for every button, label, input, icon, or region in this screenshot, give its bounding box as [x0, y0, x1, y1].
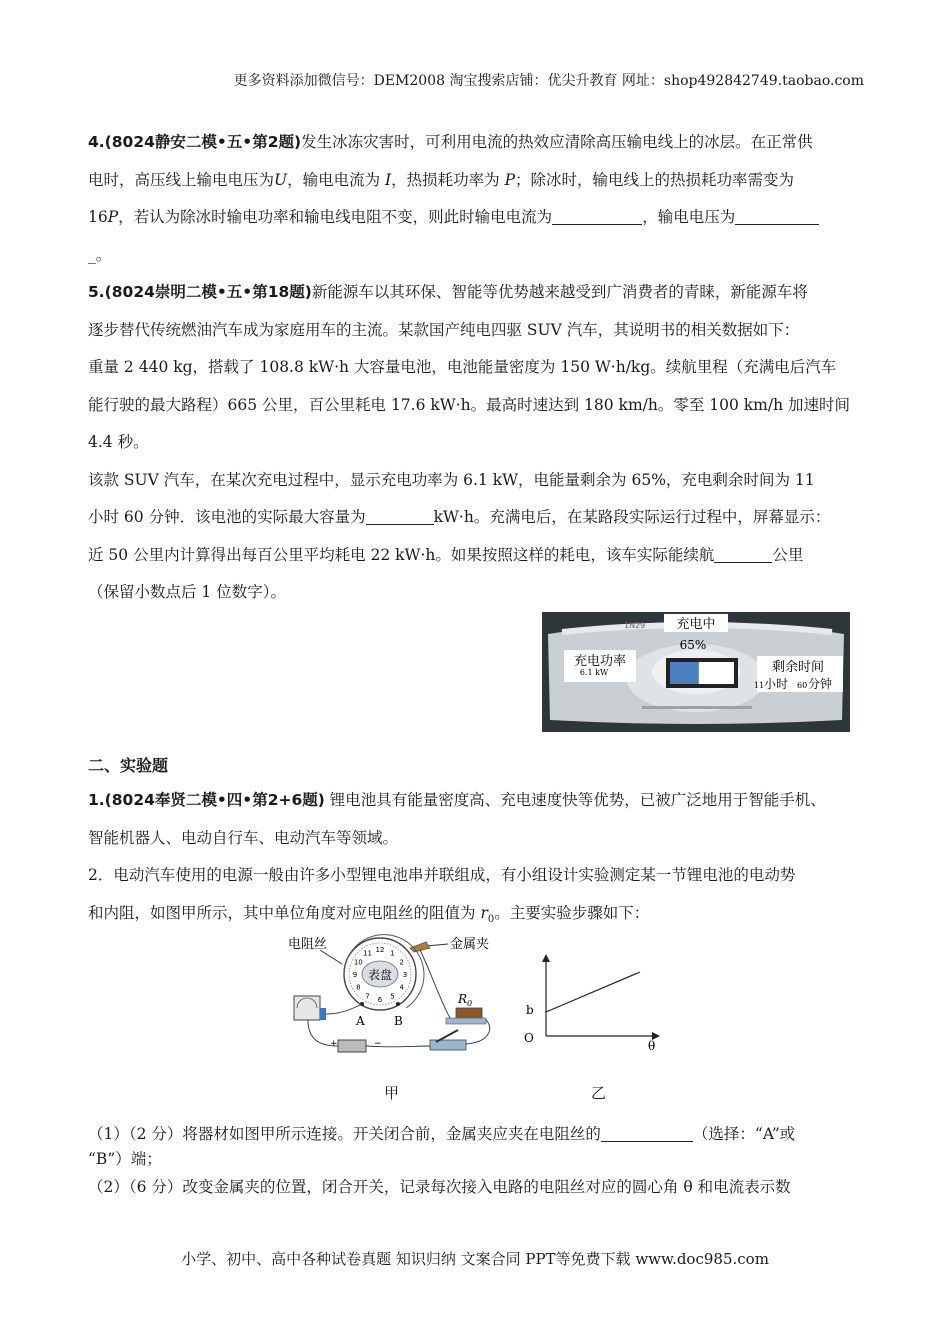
minus-sign: −: [374, 1039, 382, 1049]
q4-text: ；除冰时，输电线上的热损耗功率需变为: [515, 170, 795, 189]
section-title: 二、实验题: [88, 756, 169, 775]
q4-line-3: [88, 199, 864, 237]
theta-label: θ: [648, 1039, 656, 1053]
wire: [326, 1004, 362, 1014]
var-I: I: [385, 170, 392, 189]
dial-number: 7: [365, 992, 370, 1001]
var-P: P: [504, 170, 516, 189]
switch-base: [430, 1040, 466, 1050]
answer-blank-clip-end[interactable]: [601, 1123, 693, 1142]
resistor-r0: [456, 1008, 482, 1018]
q1-text: 。主要实验步骤如下：: [494, 903, 650, 922]
graph-line: [546, 972, 640, 1012]
dial-number: 1: [390, 949, 395, 958]
exp-line-3: 2．电动汽车使用的电源一般由许多小型锂电池串并联组成，有小组设计实验测定某一节锂电池的电动势: [88, 866, 796, 884]
plus-sign: +: [330, 1039, 338, 1049]
dial-number: 12: [375, 946, 385, 954]
answer-blank-range[interactable]: [714, 544, 772, 563]
var-P: P: [107, 208, 119, 226]
q1-text: （选择：“A”或: [692, 1125, 796, 1143]
q4-line-1: [88, 124, 864, 162]
q4-text: 电时，高压线上输电电压为: [88, 170, 275, 189]
dial-number: 4: [399, 983, 404, 992]
answer-blank-voltage[interactable]: [735, 206, 819, 225]
q4-text: ，输电电流为: [287, 170, 386, 189]
sub-questions: [88, 1122, 868, 1200]
resistor-base: [446, 1018, 486, 1024]
q4-text: ，输电电压为: [642, 208, 736, 226]
q5-line-5: 4.4 秒。: [88, 433, 149, 451]
leader-line: [426, 944, 448, 946]
q5-line-2: 逐步替代传统燃油汽车成为家庭用车的主流。某款国产纯电四驱 SUV 汽车，其说明书的相关数据如下：: [88, 320, 800, 339]
q5-text: kW·h。充满电后，在某路段实际运行过程中，屏幕显示：: [433, 508, 831, 526]
terminal-b-label: B: [394, 1014, 403, 1028]
q5-line-6: 该款 SUV 汽车，在某次充电过程中，显示充电功率为 6.1 kW，电能量剩余为 65%，充电剩余时间为 11: [88, 470, 815, 489]
remaining-minutes: 60: [797, 681, 808, 690]
q5-line-7: [88, 499, 864, 537]
q5-line-4: 能行驶的最大路程）665 公里，百公里耗电 17.6 kW·h。最高时速达到 180 km/h。零至 100 km/h 加速时间: [88, 395, 851, 414]
power-value: 6.1 kW: [579, 668, 609, 677]
wire: [420, 950, 450, 1018]
dial-number: 3: [402, 971, 408, 979]
remaining-label: 剩余时间: [771, 660, 825, 675]
figure-caption-jia: 甲: [384, 1084, 400, 1102]
charging-status: 充电中: [676, 617, 716, 632]
charge-percent: 65%: [679, 638, 707, 652]
var-r: r: [480, 903, 488, 922]
q5-heading: 5.(8024崇明二模•五•第18题): [88, 283, 312, 301]
q5-text: 新能源车以其环保、智能等优势越来越受到广消费者的青睐，新能源车将: [311, 283, 808, 301]
q4-heading: 4.(8024静安二模•五•第2题): [88, 133, 302, 151]
terminal-a-label: A: [356, 1014, 365, 1028]
dial-number: 2: [399, 958, 404, 967]
dial-number: 6: [377, 996, 383, 1004]
q4-text: ，热损耗功率为: [391, 170, 505, 189]
wire: [366, 1046, 430, 1047]
q4-text: 发生冰冻灾害时，可利用电流的热效应清除高压输电线上的冰层。在正常供: [301, 133, 813, 151]
q4-text: 16: [88, 208, 108, 226]
dial-number: 11: [363, 949, 372, 958]
power-label: 充电功率: [573, 654, 627, 669]
dial-label: 表盘: [367, 968, 393, 982]
q4-line-2: [88, 162, 864, 200]
dial-number: 5: [390, 992, 395, 1001]
dial-number: 10: [353, 958, 363, 967]
sub-question-1: [88, 1122, 868, 1147]
answer-blank-capacity[interactable]: [366, 506, 434, 525]
clip-label: 金属夹: [450, 937, 490, 952]
page-footer: 小学、初中、高中各种试卷真题 知识归纳 文案合同 PPT等免费下载 www.doc985.com: [181, 1250, 769, 1268]
q5-line-9: （保留小数点后 1 位数字）。: [88, 583, 286, 601]
y-axis-arrow: [542, 954, 550, 962]
graph-figure: [520, 952, 665, 1062]
origin-label: O: [524, 1031, 534, 1045]
content: [88, 124, 864, 612]
ammeter: [294, 996, 320, 1020]
q1-heading: 1.(8024奉贤二模•四•第2+6题): [88, 791, 325, 809]
clock-readout: 1N29: [624, 621, 646, 630]
dial-number: 9: [352, 971, 358, 979]
battery-fill: [670, 662, 699, 684]
figure-caption-yi: 乙: [591, 1084, 607, 1102]
var-U: U: [274, 170, 288, 189]
exp-line-2: 智能机器人、电动自行车、电动汽车等领域。: [88, 828, 399, 847]
terminal-b: [396, 1002, 400, 1006]
q5-text: 公里: [772, 545, 804, 564]
q1-text: 锂电池具有能量密度高、充电速度快等优势，已被广泛地用于智能手机、: [324, 791, 826, 809]
var-subscript: 0: [487, 913, 495, 925]
experiment-section: [88, 782, 864, 932]
hours-unit: 小时: [764, 677, 789, 691]
q5-text: 近 50 公里内计算得出每百公里平均耗电 22 kW·h。如果按照这样的耗电，该车实际能续航: [88, 545, 715, 564]
exp-line-4: [88, 895, 864, 933]
sub-question-2: （2）（6 分）改变金属夹的位置，闭合开关，记录每次接入电路的电阻丝对应的圆心角 θ 和电流表示数: [88, 1178, 791, 1196]
q1-text: （1）（2 分）将器材如图甲所示连接。开关闭合前，金属夹应夹在电阻丝的: [88, 1125, 601, 1143]
circuit-figure: [280, 930, 510, 1060]
q5-line-1: [88, 274, 864, 312]
intercept-label: b: [526, 1003, 534, 1017]
dial-number: 8: [356, 983, 361, 992]
q4-text: ，若认为除冰时输电功率和输电线电阻不变，则此时输电电流为: [118, 208, 553, 226]
q4-line-4: _。: [88, 245, 112, 264]
q1-text: 和内阻，如图甲所示，其中单位角度对应电阻丝的阻值为: [88, 903, 481, 922]
q5-line-8: [88, 537, 864, 575]
minutes-unit: 分钟: [808, 677, 833, 691]
exp-line-1: [88, 782, 864, 820]
battery-holder: [338, 1040, 366, 1052]
dashboard-photo: [542, 612, 850, 732]
remaining-hours: 11: [754, 681, 765, 690]
r0-label: $R_0$: [458, 992, 473, 1008]
wire-label: 电阻丝: [288, 937, 328, 952]
q5-text: 小时 60 分钟．该电池的实际最大容量为: [88, 508, 366, 526]
screen-footnote-mark: [642, 706, 752, 709]
ammeter-terminal: [320, 1008, 326, 1020]
leader-line: [320, 950, 342, 964]
sub-question-1-cont: “B”）端；: [88, 1150, 162, 1168]
answer-blank-current[interactable]: [552, 206, 642, 225]
q5-line-3: 重量 2 440 kg，搭载了 108.8 kW·h 大容量电池，电池能量密度为 150 W·h/kg。续航里程（充满电后汽车: [88, 358, 837, 376]
page-header: 更多资料添加微信号：DEM2008 淘宝搜索店铺：优尖升教育 网址：shop492842749.taobao.com: [233, 73, 864, 89]
